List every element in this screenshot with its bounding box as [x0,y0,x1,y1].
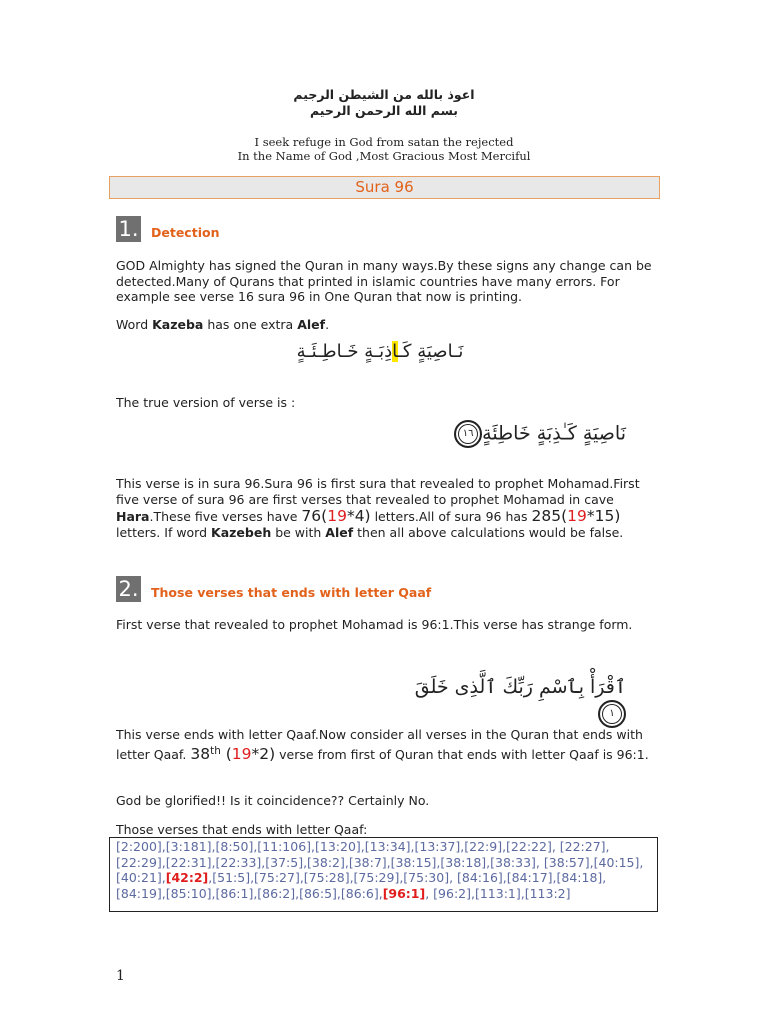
highlighted-reference-96-1: [96:1] [382,885,426,901]
section-2-paragraph-1: First verse that revealed to prophet Mohamad is 96:1.This verse has strange form. [116,617,633,632]
page-number: 1 [116,968,125,984]
verse-end-marker: ١ [598,700,626,728]
extra-alef-sentence: Word Kazeba has one extra Alef. [116,317,330,332]
section-2-paragraph-2: This verse ends with letter Qaaf.Now consider all verses in the Quran that ends with letter Qaaf. 38th (19*2) verse from first of Quran that ends with letter Qaaf is 96:1. [116,727,649,764]
section-1-paragraph-1: GOD Almighty has signed the Quran in many ways.By these signs any change can be detected.Many of Qurans that printed in islamic countries have many errors. For example see verse 16 sura 96 in One Quran that now is printing. [116,258,652,304]
section-1-paragraph-2: This verse is in sura 96.Sura 96 is first sura that revealed to prophet Mohamad.First five verse of sura 96 are first verses that revealed to prophet Mohamad in cave Hara.These five verses have 76(19*4) letters.All of sura 96 has 285(19*15) letters. If word Kazebeh be with Alef then all above calculations would be false. [116,476,640,540]
word-alef-2: Alef [325,525,354,540]
section-2-title: Those verses that ends with letter Qaaf [151,585,432,600]
sura-title-bar [109,176,660,199]
arabic-header-line-2: بسم الله الرحمن الرحيم [310,103,458,118]
word-hara: Hara [116,509,150,524]
section-1-number: 1. [116,216,141,242]
sura-title: Sura 96 [355,178,414,196]
section-1-title: Detection [151,225,220,240]
word-alef: Alef [297,317,326,332]
true-verse: نَاصِيَةٍ كَـٰذِبَةٍ خَاطِئَةٍ١٦ [430,420,626,448]
true-version-label: The true version of verse is : [116,395,296,410]
highlighted-reference-42-2: [42:2] [165,870,209,886]
first-revealed-verse: ٱقْرَأْ بِٱسْمِ رَبِّكَ ٱلَّذِى خَلَقَ١ [400,674,626,728]
verse-end-marker: ١٦ [454,420,482,448]
arabic-header-line-1: اعوذ بالله من الشيطن الرجيم [293,87,475,102]
word-kazebeh: Kazebeh [211,525,272,540]
extra-alef-highlight: ا [392,341,398,362]
printed-verse-with-error: نَـاصِيَةٍ كَـاذِبَـةٍ خَـاطِـئَـةٍ [296,341,464,362]
english-header-line-2: In the Name of God ,Most Gracious Most Merciful [237,149,531,163]
english-header-line-1: I seek refuge in God from satan the rejected [254,135,514,149]
qaaf-list-label: Those verses that ends with letter Qaaf: [116,822,368,837]
word-kazeba: Kazeba [152,317,204,332]
qaaf-verse-list: [2:200],[3:181],[8:50],[11:106],[13:20],[13:34],[13:37],[22:9],[22:22], [22:27],[22:29],[22:31],[22:33],[37:5],[38:2],[38:7],[38:15],[38:18],[38:33], [38:57],[40:15],[40:21],[42:2],[51:5],[75:27],[75:28],[75:29],[75:30], [84:16],[84:17],[84:18],[84:19],[85:10],[86:1],[86:2],[86:5],[86:6],[96:1], [96:2],[113:1],[113:2] [109,837,658,912]
glorified-line: God be glorified!! Is it coincidence?? Certainly No. [116,793,430,808]
section-2-number: 2. [116,576,141,602]
